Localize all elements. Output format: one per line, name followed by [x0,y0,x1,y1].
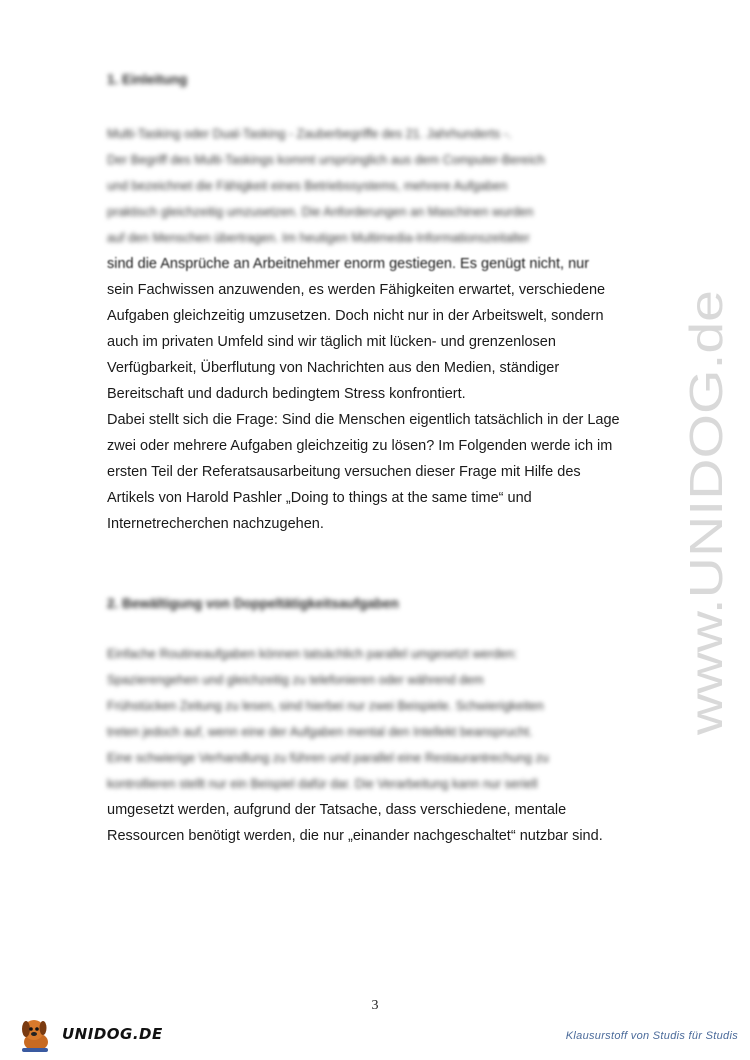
logo-text: UNIDOG.DE [62,1025,163,1043]
watermark [660,280,750,740]
section-1-paragraph [107,121,652,537]
paragraph-line: Frühstücken Zeitung zu lesen, sind hierbei nur zwei Beispiele. Schwierigkeiten [107,699,544,713]
logo [18,1015,163,1055]
section-2-paragraph [107,641,652,849]
section-2-heading: 2. Bewältigung von Doppeltätigkeitsaufgaben [107,596,399,611]
dog-mascot-icon [18,1015,62,1055]
section-1-heading: 1. Einleitung [107,72,188,87]
paragraph-line: Eine schwierige Verhandlung zu führen und parallel eine Restaurantrechung zu [107,751,549,765]
paragraph-line: Multi-Tasking oder Dual-Tasking - Zauberbegriffe des 21. Jahrhunderts -. [107,127,512,141]
paragraph-line: ersten Teil der Referatsausarbeitung versuchen dieser Frage mit Hilfe des [107,464,581,480]
footer-tagline: Klausurstoff von Studis für Studis [565,1030,738,1042]
paragraph-line: umgesetzt werden, aufgrund der Tatsache, dass verschiedene, mentale [107,802,567,818]
paragraph-line: kontrollieren stellt nur ein Beispiel dafür dar. Die Verarbeitung kann nur seriell [107,777,538,791]
watermark-text: www.UNIDOG.de [680,377,732,735]
paragraph-line: Dabei stellt sich die Frage: Sind die Menschen eigentlich tatsächlich in der Lage [107,412,620,428]
paragraph-line: Aufgaben gleichzeitig umzusetzen. Doch nicht nur in der Arbeitswelt, sondern [107,308,604,324]
paragraph-line: Ressourcen benötigt werden, die nur „einander nachgeschaltet“ nutzbar sind. [107,828,603,844]
paragraph-line: Internetrecherchen nachzugehen. [107,516,324,532]
paragraph-line: zwei oder mehrere Aufgaben gleichzeitig zu lösen? Im Folgenden werde ich im [107,438,613,454]
watermark-graphic [660,280,750,740]
paragraph-line: Verfügbarkeit, Überflutung von Nachrichten aus den Medien, ständiger [107,360,560,376]
paragraph-line: und bezeichnet die Fähigkeit eines Betriebssystems, mehrere Aufgaben [107,179,508,193]
paragraph-line: Spazierengehen und gleichzeitig zu telefonieren oder während dem [107,673,484,687]
paragraph-line: auch im privaten Umfeld sind wir täglich mit lücken- und grenzenlosen [107,334,556,350]
paragraph-line: auf den Menschen übertragen. Im heutigen Multimedia-Informationszeitalter [107,231,530,245]
paragraph-line: Einfache Routineaufgaben können tatsächlich parallel umgesetzt werden: [107,647,518,661]
paragraph-line: Bereitschaft und dadurch bedingtem Stress konfrontiert. [107,386,466,402]
paragraph-line: praktisch gleichzeitig umzusetzen. Die Anforderungen an Maschinen wurden [107,205,534,219]
paragraph-line: Artikels von Harold Pashler „Doing to things at the same time“ und [107,490,532,506]
page-number: 3 [371,998,379,1013]
paragraph-line: sein Fachwissen anzuwenden, es werden Fähigkeiten erwartet, verschiedene [107,282,606,298]
paragraph-line: Der Begriff des Multi-Taskings kommt ursprünglich aus dem Computer-Bereich [107,153,545,167]
paragraph-line: treten jedoch auf, wenn eine der Aufgaben mental den Intellekt beansprucht. [107,725,533,739]
paragraph-line: sind die Ansprüche an Arbeitnehmer enorm gestiegen. Es genügt nicht, nur [107,256,590,272]
